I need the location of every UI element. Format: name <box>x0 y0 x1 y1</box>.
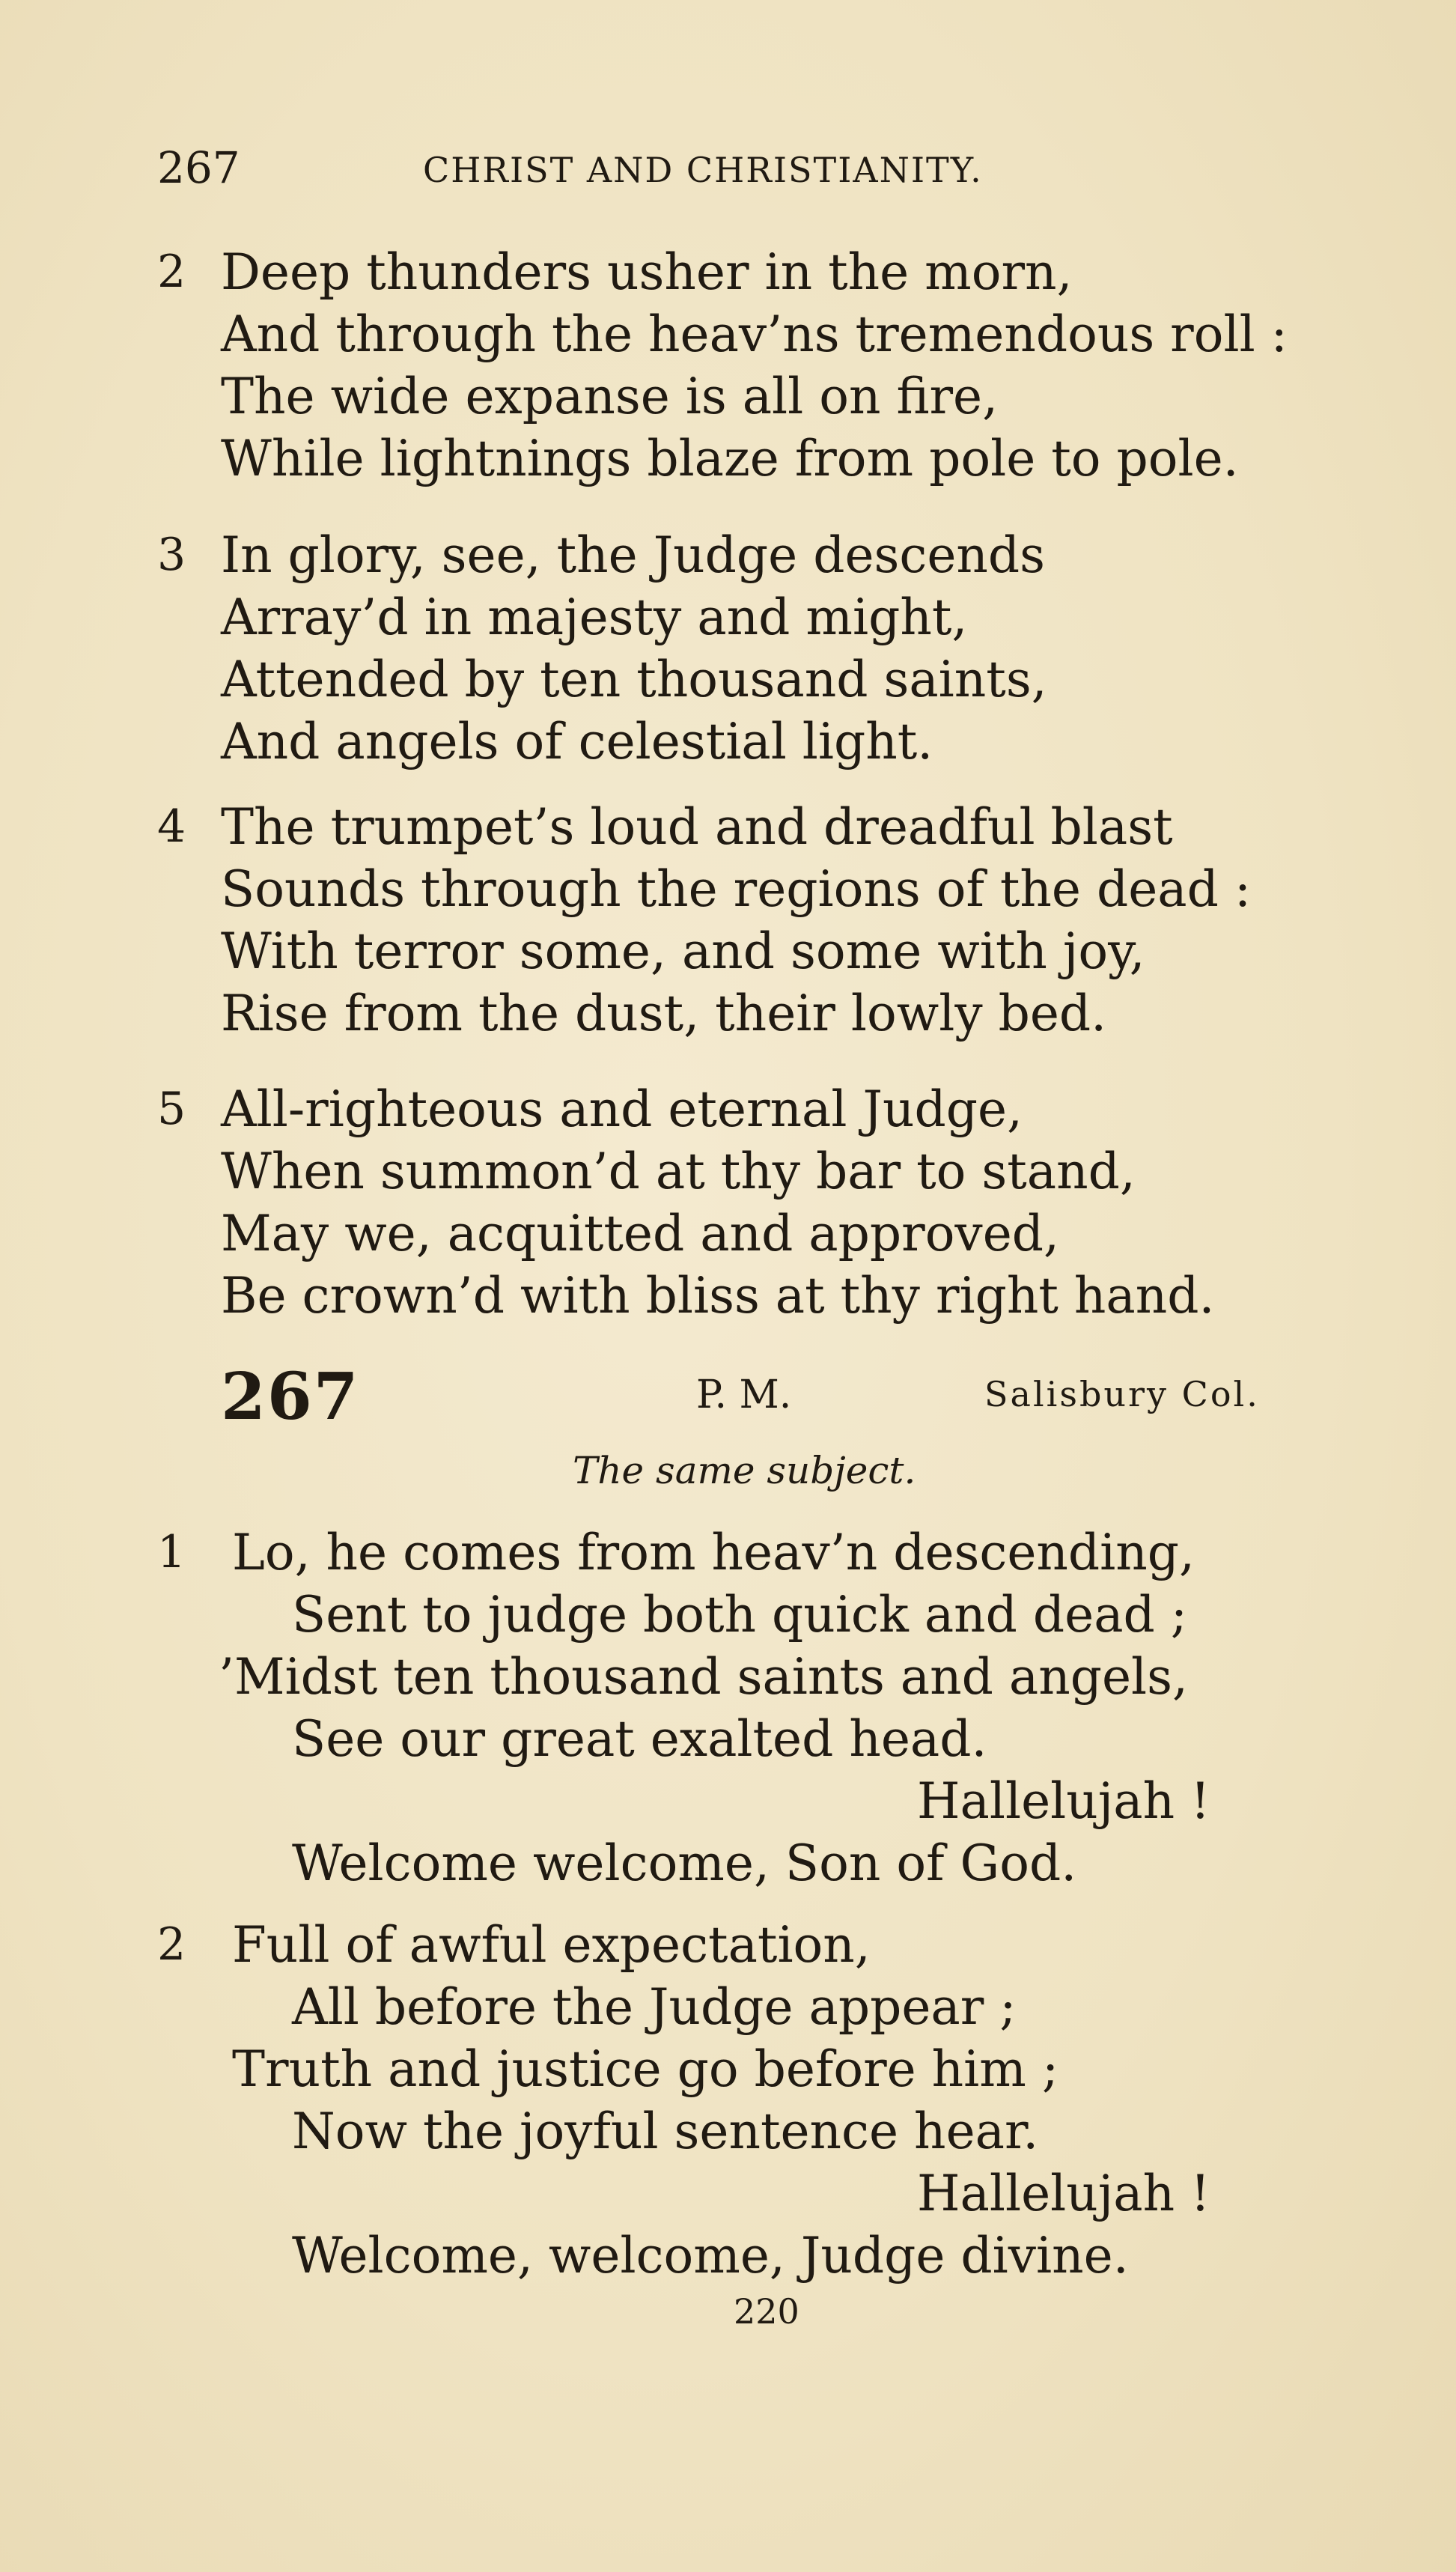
verse-line: Welcome welcome, Son of God. <box>292 1834 1077 1892</box>
hymn-stanza-2 <box>157 1914 1400 2287</box>
footer-page-number: 220 <box>734 2291 799 2332</box>
verse-line: May we, acquitted and approved, <box>221 1205 1060 1262</box>
verse-line: In glory, see, the Judge descends <box>221 526 1046 584</box>
prev-hymn-stanza-2 <box>157 241 1400 490</box>
verse-line: Sent to judge both quick and dead ; <box>292 1586 1188 1644</box>
verse-line: And angels of celestial light. <box>221 713 933 770</box>
verse-line: See our great exalted head. <box>292 1710 987 1768</box>
hymn-tune-name: Salisbury Col. <box>984 1374 1260 1414</box>
running-head <box>157 142 1355 202</box>
verse-line: All before the Judge appear ; <box>292 1978 1017 2036</box>
verse-line: Truth and justice go before him ; <box>232 2040 1059 2098</box>
verse-line: The trumpet’s loud and dreadful blast <box>221 798 1173 856</box>
verse-line: And through the heav’ns tremendous roll : <box>221 305 1288 363</box>
verse-line: Sounds through the regions of the dead : <box>221 860 1252 918</box>
verse-line: While lightnings blaze from pole to pole. <box>221 430 1239 487</box>
verse-line: The wide expanse is all on fire, <box>221 368 999 425</box>
stanza-number: 3 <box>157 529 186 581</box>
hymn-heading <box>221 1359 1344 1435</box>
verse-line: Rise from the dust, their lowly bed. <box>221 985 1107 1042</box>
verse-line: When summon’d at thy bar to stand, <box>221 1143 1136 1200</box>
stanza-number: 2 <box>157 1918 186 1971</box>
verse-line: Attended by ten thousand saints, <box>221 651 1047 708</box>
stanza-number: 4 <box>157 800 186 853</box>
verse-line: All-righteous and eternal Judge, <box>221 1080 1023 1138</box>
stanza-number: 5 <box>157 1083 186 1135</box>
running-head-title: CHRIST AND CHRISTIANITY. <box>423 150 983 190</box>
verse-line: Welcome, welcome, Judge divine. <box>292 2227 1129 2284</box>
hallelujah-refrain: Hallelujah ! <box>917 2165 1210 2222</box>
prev-hymn-stanza-5 <box>157 1078 1400 1327</box>
verse-line: Now the joyful sentence hear. <box>292 2103 1039 2160</box>
running-head-page-number: 267 <box>157 142 240 193</box>
verse-line: Be crown’d with bliss at thy right hand. <box>221 1267 1215 1325</box>
verse-line: Full of awful expectation, <box>232 1916 871 1974</box>
hallelujah-refrain: Hallelujah ! <box>917 1772 1210 1830</box>
hymn-stanza-1 <box>157 1521 1400 1894</box>
stanza-number: 2 <box>157 246 186 298</box>
prev-hymn-stanza-3 <box>157 524 1400 773</box>
stanza-number: 1 <box>157 1526 186 1578</box>
verse-line: Deep thunders usher in the morn, <box>221 243 1073 301</box>
hymn-number: 267 <box>221 1359 360 1435</box>
verse-line: With terror some, and some with joy, <box>221 922 1145 980</box>
verse-line: Array’d in majesty and might, <box>221 589 968 646</box>
verse-line: Lo, he comes from heav’n descending, <box>232 1524 1195 1581</box>
hymn-subject: The same subject. <box>573 1449 916 1492</box>
hymn-meter: P. M. <box>696 1372 792 1417</box>
prev-hymn-stanza-4 <box>157 796 1400 1045</box>
verse-line: ’Midst ten thousand saints and angels, <box>219 1648 1188 1706</box>
